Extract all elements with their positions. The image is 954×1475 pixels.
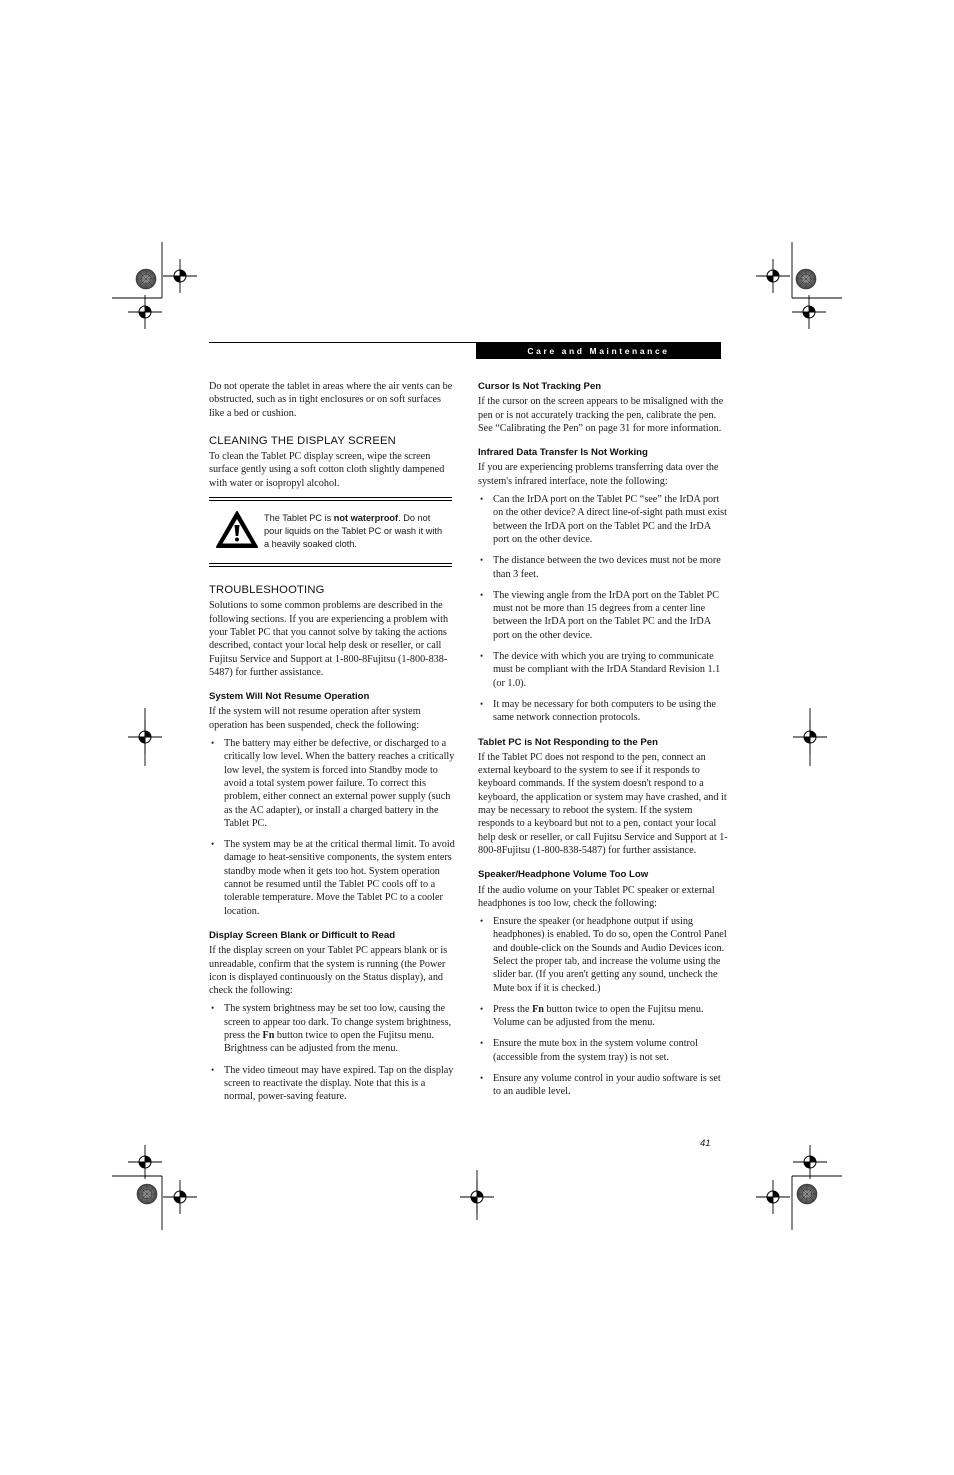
list-item: • The video timeout may have expired. Tap on the display screen to reactivate the display. Note that this is a normal, power-saving feature. [209, 1064, 457, 1104]
left-column [209, 380, 457, 1103]
list-item: • The distance between the two devices must not be more than 3 feet. [478, 554, 728, 581]
volume-body: If the audio volume on your Tablet PC speaker or external headphones is too low, check the following: [478, 884, 715, 909]
infrared-body: If you are experiencing problems transferring data over the system's infrared interface, note the following: [478, 462, 719, 487]
infrared-heading: Infrared Data Transfer Is Not Working [478, 447, 648, 459]
list-item: • The system may be at the critical thermal limit. To avoid damage to heat-sensitive components, the system enters standby mode when it gets too hot. System operation cannot be resumed until the Tablet PC cools off to a tolerable temperature. Move the Tablet PC to a cooler location. [209, 838, 457, 918]
blank-body: If the display screen on your Tablet PC appears blank or is unreadable, confirm that the system is running (the Power icon is displayed continuously on the Status display), and check the following: [209, 945, 448, 997]
resume-body: If the system will not resume operation after system operation has been suspended, check the following: [209, 706, 421, 731]
right-column [478, 380, 728, 1099]
cleaning-body: To clean the Tablet PC display screen, wipe the screen surface gently using a soft cotton cloth slightly dampened with water or isopropyl alcohol. [209, 451, 445, 489]
running-header: Care and Maintenance [476, 343, 721, 359]
cursor-heading: Cursor Is Not Tracking Pen [478, 381, 602, 392]
list-item: • Ensure any volume control in your audio software is set to an audible level. [478, 1072, 728, 1099]
list-item: • The system brightness may be set too low, causing the screen to appear too dark. To change system brightness, press the Fn button twice to open the Fujitsu menu. Brightness can be adjusted from the menu. [209, 1002, 457, 1055]
resume-heading: System Will Not Resume Operation [209, 691, 370, 703]
caution-text: The Tablet PC is not waterproof. Do not pour liquids on the Tablet PC or wash it with a heavily soaked cloth. [264, 513, 443, 549]
list-item: • The viewing angle from the IrDA port on the Tablet PC must not be more than 15 degrees from a center line between the IrDA port on the Tablet PC and the IrDA port on the other device. [478, 589, 728, 642]
resume-list [209, 737, 457, 918]
page-number: 41 [700, 1138, 711, 1149]
list-item: • The battery may either be defective, or discharged to a critically low level. When the battery reaches a critically low level, the system is forced into Standby mode to avoid a total system power failure. To correct this problem, either connect an external power supply (such as the AC adapter), or install a charged battery in the Tablet PC. [209, 737, 457, 830]
pen-heading: Tablet PC is Not Responding to the Pen [478, 736, 658, 748]
troubleshooting-body: Solutions to some common problems are described in the following sections. If you are experiencing a problem with your Tablet PC that you cannot solve by taking the actions described, contact your local help desk or reseller, or call Fujitsu Service and Support at 1-800-8Fujitsu (1-800-838-5487) for further assistance. [209, 600, 449, 678]
list-item: • It may be necessary for both computers to be using the same network connection protocols. [478, 698, 728, 725]
list-item: • Can the IrDA port on the Tablet PC “see” the IrDA port on the other device? A direct line-of-sight path must exist between the IrDA port on the Tablet PC and the IrDA port on the other device. [478, 493, 728, 546]
troubleshooting-heading: TROUBLESHOOTING [209, 584, 325, 597]
volume-heading: Speaker/Headphone Volume Too Low [478, 869, 649, 881]
cursor-body: If the cursor on the screen appears to be misaligned with the pen or is not accurately tracking the pen, calibrate the pen. See “Calibrating the Pen” on page 31 for more information. [478, 396, 724, 434]
list-item: • Ensure the mute box in the system volume control (accessible from the system tray) is not set. [478, 1037, 728, 1064]
intro-paragraph: Do not operate the tablet in areas where the air vents can be obstructed, such as in tight enclosures or on soft surfaces like a bed or cushion. [209, 381, 453, 419]
list-item: • The device with which you are trying to communicate must be compliant with the IrDA Standard Revision 1.1 (or 1.0). [478, 650, 728, 690]
list-item: • Ensure the speaker (or headphone output if using headphones) is enabled. To do so, open the Control Panel and double-click on the Sounds and Audio Devices icon. Select the proper tab, and increase the volume using the slider bar. (If you aren't getting any sound, uncheck the Mute box if it is checked.) [478, 915, 728, 995]
warning-icon [215, 510, 259, 550]
infrared-list [478, 493, 728, 724]
pen-body: If the Tablet PC does not respond to the pen, connect an external keyboard to the system to see if it responds to keyboard commands. If the system doesn't respond to a keyboard, the application or system may have crashed, and it may be necessary to reboot the system. If the system responds to a keyboard but not to a pen, contact your local help desk or reseller, or call Fujitsu Service and Support at 1-800-8Fujitsu (1-800-838-5487) for further assistance. [478, 751, 728, 856]
volume-list [478, 915, 728, 1099]
caution-box [209, 497, 452, 569]
list-item: • Press the Fn button twice to open the Fujitsu menu. Volume can be adjusted from the menu. [478, 1003, 728, 1030]
cleaning-heading: CLEANING THE DISPLAY SCREEN [209, 434, 396, 447]
blank-heading: Display Screen Blank or Difficult to Read [209, 929, 396, 941]
blank-list [209, 1002, 457, 1103]
